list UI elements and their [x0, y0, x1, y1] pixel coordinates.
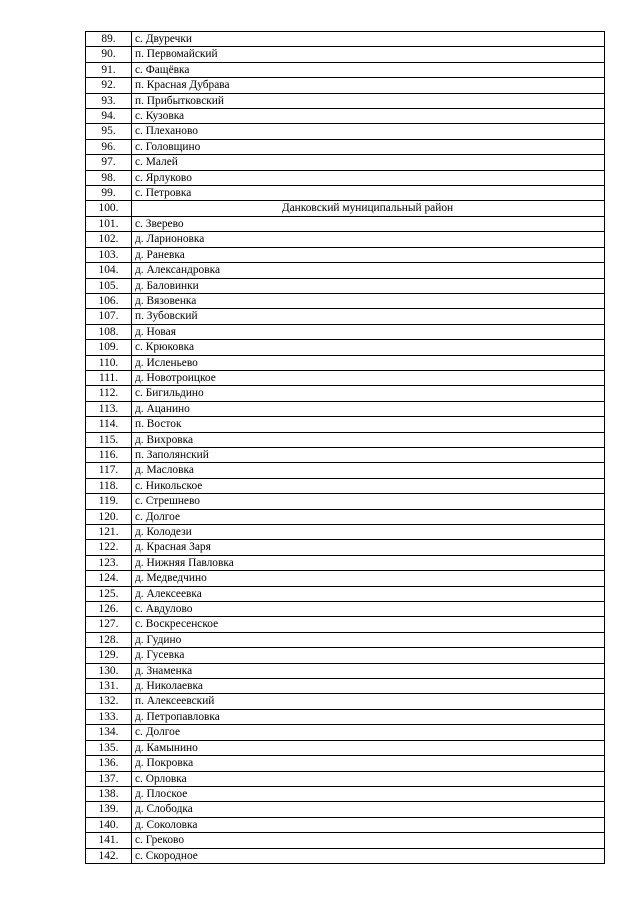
row-number: 142. — [86, 848, 132, 863]
row-number: 135. — [86, 740, 132, 755]
settlements-table — [85, 31, 605, 864]
settlement-name: п. Прибытковский — [132, 93, 605, 108]
settlement-name: д. Ларионовка — [132, 232, 605, 247]
table-row — [86, 62, 605, 77]
table-row — [86, 663, 605, 678]
table-row — [86, 632, 605, 647]
table-row — [86, 170, 605, 185]
row-number: 115. — [86, 432, 132, 447]
settlement-name: с. Орловка — [132, 771, 605, 786]
row-number: 134. — [86, 725, 132, 740]
settlement-name: д. Слободка — [132, 802, 605, 817]
settlement-name: с. Малей — [132, 155, 605, 170]
table-row — [86, 247, 605, 262]
table-row — [86, 525, 605, 540]
settlement-name: с. Фащёвка — [132, 62, 605, 77]
table-row — [86, 447, 605, 462]
table-row — [86, 509, 605, 524]
table-row — [86, 725, 605, 740]
row-number: 90. — [86, 47, 132, 62]
settlement-name: с. Авдулово — [132, 602, 605, 617]
table-row — [86, 47, 605, 62]
settlement-name: п. Заполянский — [132, 447, 605, 462]
settlement-name: д. Петропавловка — [132, 709, 605, 724]
table-row — [86, 278, 605, 293]
row-number: 133. — [86, 709, 132, 724]
row-number: 113. — [86, 401, 132, 416]
row-number: 89. — [86, 32, 132, 47]
row-number: 120. — [86, 509, 132, 524]
row-number: 101. — [86, 216, 132, 231]
row-number: 121. — [86, 525, 132, 540]
table-row — [86, 32, 605, 47]
settlement-name: с. Долгое — [132, 509, 605, 524]
settlement-name: с. Никольское — [132, 478, 605, 493]
table-row — [86, 417, 605, 432]
row-number: 119. — [86, 494, 132, 509]
table-row — [86, 401, 605, 416]
settlement-name: д. Новая — [132, 324, 605, 339]
settlement-name: с. Воскресенское — [132, 617, 605, 632]
row-number: 126. — [86, 602, 132, 617]
row-number: 125. — [86, 586, 132, 601]
table-row — [86, 540, 605, 555]
table-row — [86, 93, 605, 108]
settlement-name: д. Баловинки — [132, 278, 605, 293]
row-number: 140. — [86, 817, 132, 832]
row-number: 122. — [86, 540, 132, 555]
table-row — [86, 263, 605, 278]
row-number: 98. — [86, 170, 132, 185]
settlement-name: д. Знаменка — [132, 663, 605, 678]
row-number: 103. — [86, 247, 132, 262]
settlement-name: с. Стрешнево — [132, 494, 605, 509]
row-number: 132. — [86, 694, 132, 709]
settlement-name: с. Греково — [132, 833, 605, 848]
settlement-name: с. Плеханово — [132, 124, 605, 139]
row-number: 92. — [86, 78, 132, 93]
row-number: 100. — [86, 201, 132, 216]
row-number: 118. — [86, 478, 132, 493]
settlement-name: д. Камынино — [132, 740, 605, 755]
settlement-name: с. Петровка — [132, 186, 605, 201]
row-number: 138. — [86, 786, 132, 801]
row-number: 116. — [86, 447, 132, 462]
row-number: 128. — [86, 632, 132, 647]
table-row — [86, 340, 605, 355]
settlement-name: д. Гусевка — [132, 648, 605, 663]
table-row — [86, 802, 605, 817]
settlement-name: д. Нижняя Павловка — [132, 555, 605, 570]
settlement-name: д. Раневка — [132, 247, 605, 262]
row-number: 107. — [86, 309, 132, 324]
settlement-name: п. Зубовский — [132, 309, 605, 324]
table-row — [86, 232, 605, 247]
row-number: 106. — [86, 293, 132, 308]
table-row — [86, 786, 605, 801]
row-number: 139. — [86, 802, 132, 817]
row-number: 141. — [86, 833, 132, 848]
table-row — [86, 324, 605, 339]
district-name: Данковский муниципальный район — [132, 201, 605, 216]
table-row — [86, 571, 605, 586]
table-row — [86, 494, 605, 509]
settlement-name: д. Алексеевка — [132, 586, 605, 601]
settlement-name: д. Александровка — [132, 263, 605, 278]
table-row — [86, 386, 605, 401]
row-number: 97. — [86, 155, 132, 170]
settlement-name: п. Красная Дубрава — [132, 78, 605, 93]
table-row — [86, 124, 605, 139]
row-number: 112. — [86, 386, 132, 401]
row-number: 96. — [86, 139, 132, 154]
row-number: 104. — [86, 263, 132, 278]
settlement-name: д. Покровка — [132, 756, 605, 771]
row-number: 124. — [86, 571, 132, 586]
row-number: 110. — [86, 355, 132, 370]
table-row — [86, 309, 605, 324]
row-number: 99. — [86, 186, 132, 201]
row-number: 111. — [86, 370, 132, 385]
settlements-table-body — [86, 32, 605, 864]
table-row — [86, 555, 605, 570]
row-number: 94. — [86, 109, 132, 124]
row-number: 123. — [86, 555, 132, 570]
settlement-name: с. Головщино — [132, 139, 605, 154]
settlement-name: д. Новотроицкое — [132, 370, 605, 385]
settlement-name: с. Ярлуково — [132, 170, 605, 185]
table-row — [86, 463, 605, 478]
table-row — [86, 186, 605, 201]
table-row — [86, 756, 605, 771]
settlement-name: д. Масловка — [132, 463, 605, 478]
row-number: 105. — [86, 278, 132, 293]
settlement-name: п. Первомайский — [132, 47, 605, 62]
row-number: 131. — [86, 679, 132, 694]
row-number: 114. — [86, 417, 132, 432]
table-row — [86, 78, 605, 93]
row-number: 130. — [86, 663, 132, 678]
table-row — [86, 370, 605, 385]
row-number: 117. — [86, 463, 132, 478]
table-row — [86, 109, 605, 124]
table-row — [86, 771, 605, 786]
settlement-name: д. Вихровка — [132, 432, 605, 447]
table-row — [86, 293, 605, 308]
row-number: 91. — [86, 62, 132, 77]
district-header-row — [86, 201, 605, 216]
settlement-name: д. Ацанино — [132, 401, 605, 416]
table-row — [86, 679, 605, 694]
row-number: 93. — [86, 93, 132, 108]
row-number: 136. — [86, 756, 132, 771]
table-row — [86, 355, 605, 370]
table-row — [86, 602, 605, 617]
settlement-name: д. Гудино — [132, 632, 605, 647]
table-row — [86, 709, 605, 724]
table-row — [86, 617, 605, 632]
table-row — [86, 648, 605, 663]
table-row — [86, 216, 605, 231]
table-row — [86, 848, 605, 863]
row-number: 109. — [86, 340, 132, 355]
settlement-name: п. Алексеевский — [132, 694, 605, 709]
row-number: 137. — [86, 771, 132, 786]
settlement-name: с. Долгое — [132, 725, 605, 740]
settlement-name: д. Медведчино — [132, 571, 605, 586]
settlement-name: с. Двуречки — [132, 32, 605, 47]
table-row — [86, 155, 605, 170]
table-row — [86, 694, 605, 709]
table-row — [86, 833, 605, 848]
table-row — [86, 586, 605, 601]
settlement-name: д. Вязовенка — [132, 293, 605, 308]
table-row — [86, 478, 605, 493]
settlement-name: д. Колодези — [132, 525, 605, 540]
settlement-name: с. Бигильдино — [132, 386, 605, 401]
settlement-name: с. Скородное — [132, 848, 605, 863]
table-row — [86, 139, 605, 154]
table-row — [86, 817, 605, 832]
row-number: 102. — [86, 232, 132, 247]
settlement-name: с. Кузовка — [132, 109, 605, 124]
table-row — [86, 740, 605, 755]
row-number: 129. — [86, 648, 132, 663]
settlement-name: д. Николаевка — [132, 679, 605, 694]
settlement-name: д. Красная Заря — [132, 540, 605, 555]
row-number: 127. — [86, 617, 132, 632]
table-row — [86, 432, 605, 447]
settlement-name: с. Зверево — [132, 216, 605, 231]
settlement-name: д. Плоское — [132, 786, 605, 801]
settlement-name: д. Исленьево — [132, 355, 605, 370]
settlement-name: с. Крюковка — [132, 340, 605, 355]
row-number: 108. — [86, 324, 132, 339]
row-number: 95. — [86, 124, 132, 139]
settlement-name: д. Соколовка — [132, 817, 605, 832]
settlement-name: п. Восток — [132, 417, 605, 432]
